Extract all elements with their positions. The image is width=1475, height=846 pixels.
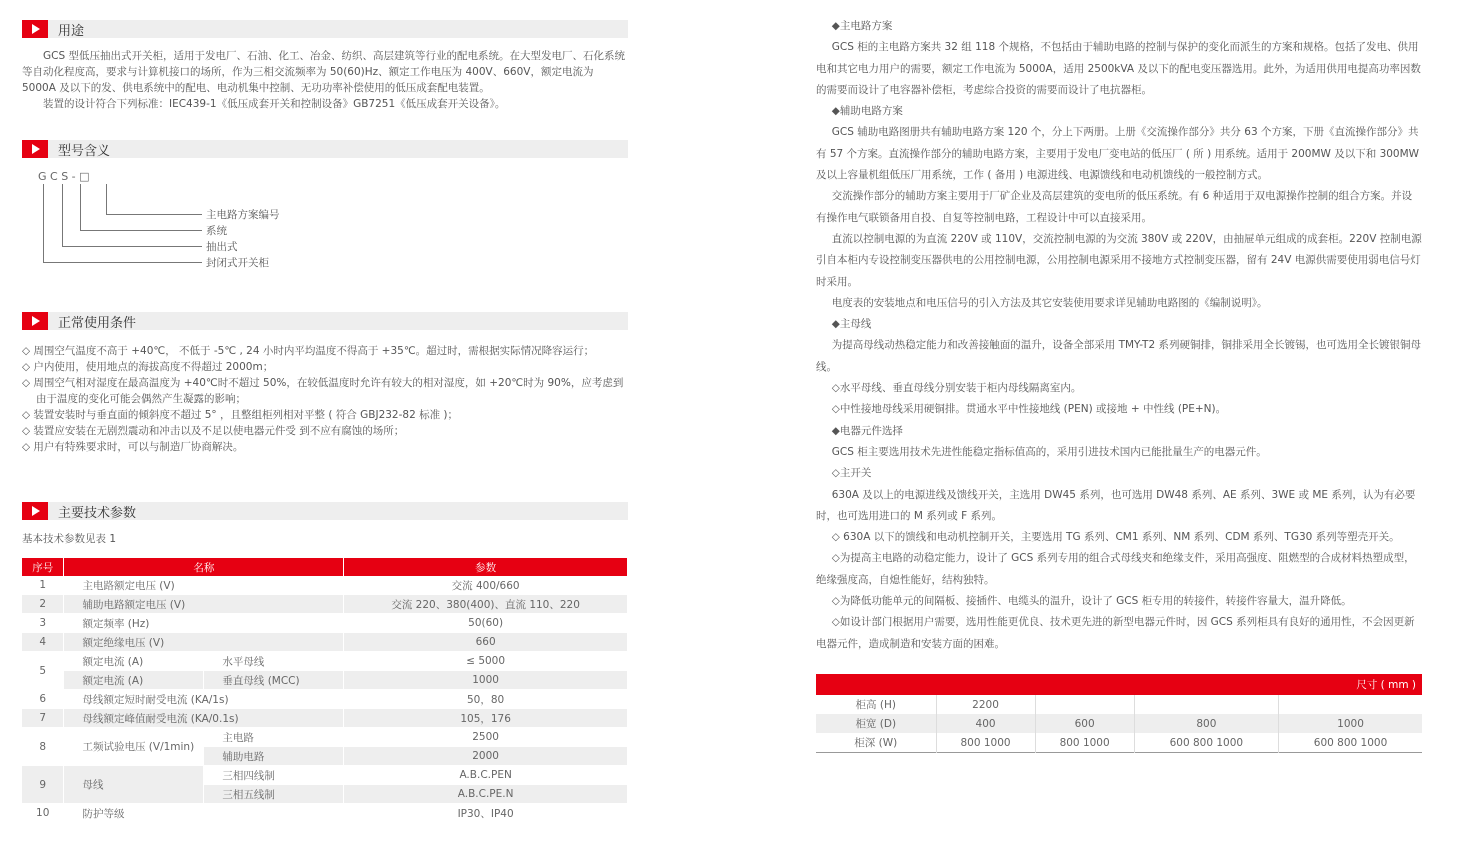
condition-item: ◇ 装置安装时与垂直面的倾斜度不超过 5° ，且整组柜列相对平整 ( 符合 GBJ232-82 标准 )； [22,409,459,421]
cell-name: 母线 [64,766,204,804]
cell-value: 600 800 1000 [1134,733,1278,753]
cell-subname: 三相五线制 [204,785,344,804]
text-block: 630A 及以上的电源进线及馈线开关，主选用 DW45 系列，也可选用 DW48 系列、AE 系列、3WE 或 ME 系列，认为有必要时，也可选用进口的 M 系列或 F 系列。 [816,488,1416,522]
cell-label: 柜高 (H) [816,695,936,714]
section-title: 主要技术参数 [58,505,137,521]
cell-value: 交流 400/660 [344,576,628,595]
cell-subname: 三相四线制 [204,766,344,785]
cell-value: 2500 [344,728,628,747]
cell-subname: 垂直母线 (MCC) [204,671,344,690]
table-row [22,576,628,595]
text-block: GCS 柜主要选用技术先进性能稳定指标值高的，采用引进技术国内已能批量生产的电器元件。 [831,445,1267,458]
section-header-tech [22,502,628,520]
cell-name: 母线额定短时耐受电流 (KA/1s) [64,690,344,709]
dimensions-table [816,674,1422,753]
text-block: 电度表的安装地点和电压信号的引入方法及其它安装使用要求详见辅助电路图的《编制说明》。 [831,296,1268,309]
cell-value: 800 1000 [1035,733,1134,753]
play-arrow-icon [22,140,48,158]
leader-line [106,184,107,214]
text-block: ◆主母线 [831,318,872,331]
cell-name: 额定电流 (A) [64,652,204,671]
table-row [22,595,628,614]
cell-value: 800 [1134,714,1278,733]
cell-value: A.B.C.PEN [344,766,628,785]
table-row [22,728,628,747]
cell-no: 10 [22,804,64,823]
leader-line [43,262,202,263]
cell-value: 1000 [344,671,628,690]
condition-item: ◇ 户内使用，使用地点的海拔高度不得超过 2000m； [22,361,274,373]
text-block: ◆主电路方案 [831,20,893,32]
play-arrow-icon [22,502,48,520]
usage-paragraph: GCS 型低压抽出式开关柜，适用于发电厂、石油、化工、冶金、纺织、高层建筑等行业的配电系统。在大型发电厂、石化系统等自动化程度高，要求与计算机接口的场所，作为三相交流频率为 50(60)Hz、额定工作电压为 400V、660V，额定电流为 5000A 及以下的发、供电系统中的配电、电动机集中控制、无功功率补偿使用的低压成套配电装置。 [22,50,625,94]
cell-value: 660 [344,633,628,652]
table-row [22,671,628,690]
cell-value: 2000 [344,747,628,766]
table-row [22,652,628,671]
cell-subname: 辅助电路 [204,747,344,766]
cell-name: 工频试验电压 (V/1min) [64,728,204,766]
section-title: 用途 [58,23,85,39]
model-code: G C S - □ [38,170,90,183]
cell-no: 9 [22,766,64,804]
dimensions-header: 尺寸 ( mm ) [816,674,1422,695]
header-no: 序号 [22,558,64,576]
header-name: 名称 [64,558,344,576]
usage-paragraph: 装置的设计符合下列标准：IEC439-1《低压成套开关和控制设备》GB7251《低压成套开关设备》。 [43,98,506,110]
header-value: 参数 [344,558,628,576]
leader-line [106,214,202,215]
cell-value: 400 [936,714,1035,733]
table-row [22,614,628,633]
cell-value: 600 800 1000 [1279,733,1422,753]
cell-value [1035,695,1134,714]
cell-value: 600 [1035,714,1134,733]
cell-no: 3 [22,614,64,633]
text-block: GCS 辅助电路图册共有辅助电路方案 120 个，分上下两册。上册《交流操作部分》共分 63 个方案，下册《直流操作部分》共有 57 个方案。直流操作部分的辅助电路方案，主要用于发电厂变电站的低压厂 ( 所 ) 用系统。适用于 200MW 及以下和 300MW 及以上容量机组低压厂用系统，工作 ( 备用 ) 电源进线、电源馈线和电动机馈线的一般控制方式。 [816,126,1420,182]
cell-name: 母线额定峰值耐受电流 (KA/0.1s) [64,709,344,728]
text-block: ◇如设计部门根据用户需要，选用性能更优良、技术更先进的新型电器元件时，因 GCS 系列柜具有良好的通用性，不会因更新电器元件，造成制造和安装方面的困难。 [816,616,1415,650]
leader-line [80,184,81,230]
table-row [22,633,628,652]
cell-value [1134,695,1278,714]
cell-name: 额定频率 (Hz) [64,614,344,633]
right-text [816,16,1422,655]
text-block: 直流以控制电源的为直流 220V 或 110V，交流控制电源的为交流 380V 或 220V，由抽屉单元组成的成套柜。220V 控制电源引自本柜内专设控制变压器供电的公用控制电源，公用控制电源采用不接地方式控制变压器，留有 24V 电源供需要使用弱电信号灯时采用。 [816,232,1422,288]
text-block: GCS 柜的主电路方案共 32 组 118 个规格，不包括由于辅助电路的控制与保护的变化而派生的方案和规格。包括了发电、供用电和其它电力用户的需要，额定工作电流为 5000A，适用 2500kVA 及以下的配电变压器选用。此外，为适用供用电提高功率因数的需要而设计了电容器补偿柜，考虑综合投资的需要而设计了电抗器柜。 [816,41,1421,96]
cell-no: 7 [22,709,64,728]
table-row [22,709,628,728]
cell-value: 50(60) [344,614,628,633]
table-row [22,804,628,823]
section-title: 型号含义 [58,143,111,159]
cell-label: 柜深 (W) [816,733,936,753]
text-block: 交流操作部分的辅助方案主要用于厂矿企业及高层建筑的变电所的低压系统。有 6 种适用于双电源操作控制的组合方案。并设有操作电气联锁备用自投、自复等控制电路，工程设计中可以直接采用。 [816,190,1413,224]
conditions-list [22,343,628,455]
cell-value: 交流 220、380(400)、直流 110、220 [344,595,628,614]
model-label: 系统 [206,225,227,237]
condition-item: ◇ 周围空气相对湿度在最高温度为 +40℃时不超过 50%，在较低温度时允许有较大的相对湿度，如 +20℃时为 90%，应考虑到由于温度的变化可能会偶然产生凝露的影响； [22,377,624,405]
leader-line [62,246,202,247]
cell-value: 800 1000 [936,733,1035,753]
model-label: 封闭式开关柜 [206,257,269,269]
cell-no: 1 [22,576,64,595]
text-block: 为提高母线动热稳定能力和改善接触面的温升，设备全部采用 TMY-T2 系列硬铜排，铜排采用全长镀锡，也可选用全长镀银铜母线。 [816,339,1421,373]
cell-name: 辅助电路额定电压 (V) [64,595,344,614]
play-arrow-icon [22,20,48,38]
params-table [22,558,628,823]
table-row [816,733,1422,753]
cell-value: ≤ 5000 [344,652,628,671]
text-block: ◇主开关 [831,467,872,480]
leader-line [62,184,63,246]
condition-item: ◇ 周围空气温度不高于 +40℃， 不低于 -5℃ , 24 小时内平均温度不得高于 +35℃。超过时，需根据实际情况降容运行； [22,345,595,357]
section-header-model [22,140,628,158]
cell-name: 主电路额定电压 (V) [64,576,344,595]
table-row [816,714,1422,733]
cell-name: 额定绝缘电压 (V) [64,633,344,652]
cell-no: 8 [22,728,64,766]
table-row [22,766,628,785]
cell-value [1279,695,1422,714]
section-header-usage [22,20,628,38]
cell-no: 4 [22,633,64,652]
model-label: 主电路方案编号 [206,209,280,221]
section-header-conditions [22,312,628,330]
text-block: ◆电器元件选择 [831,424,903,437]
cell-value: 1000 [1279,714,1422,733]
model-label: 抽出式 [206,241,238,253]
text-block: ◇中性接地母线采用硬铜排。贯通水平中性接地线 (PEN) 或接地 + 中性线 (PE+N)。 [831,403,1227,416]
text-block: ◆辅助电路方案 [831,105,903,118]
text-block: ◇水平母线、垂直母线分别安装于柜内母线隔离室内。 [831,382,1082,395]
text-block: ◇为提高主电路的动稳定能力，设计了 GCS 系列专用的组合式母线夹和绝缘支件，采用高强度、阻燃型的合成材料热塑成型，绝缘强度高，自熄性能好，结构独特。 [816,552,1415,586]
cell-value: A.B.C.PE.N [344,785,628,804]
cell-no: 2 [22,595,64,614]
leader-line [43,184,44,262]
section-title: 正常使用条件 [58,315,137,331]
condition-item: ◇ 用户有特殊要求时，可以与制造厂协商解决。 [22,441,244,453]
usage-text [22,48,628,112]
play-arrow-icon [22,312,48,330]
model-diagram [22,166,322,276]
cell-no: 6 [22,690,64,709]
condition-item: ◇ 装置应安装在无剧烈震动和冲击以及不足以使电器元件受 到不应有腐蚀的场所； [22,425,405,437]
cell-value: 2200 [936,695,1035,714]
cell-name: 额定电流 (A) [64,671,204,690]
cell-subname: 水平母线 [204,652,344,671]
table-row [816,695,1422,714]
cell-value: IP30、IP40 [344,804,628,823]
cell-subname: 主电路 [204,728,344,747]
cell-value: 50，80 [344,690,628,709]
cell-name: 防护等级 [64,804,344,823]
cell-no: 5 [22,652,64,690]
tech-note: 基本技术参数见表 1 [22,533,117,545]
text-block: ◇为降低功能单元的间隔板、接插件、电缆头的温升，设计了 GCS 柜专用的转接件，转接件容量大，温升降低。 [831,595,1352,608]
text-block: ◇ 630A 以下的馈线和电动机控制开关，主要选用 TG 系列、CM1 系列、NM 系列、CDM 系列、TG30 系列等塑壳开关。 [831,531,1400,544]
cell-value: 105，176 [344,709,628,728]
table-row [22,690,628,709]
leader-line [80,230,202,231]
cell-label: 柜宽 (D) [816,714,936,733]
